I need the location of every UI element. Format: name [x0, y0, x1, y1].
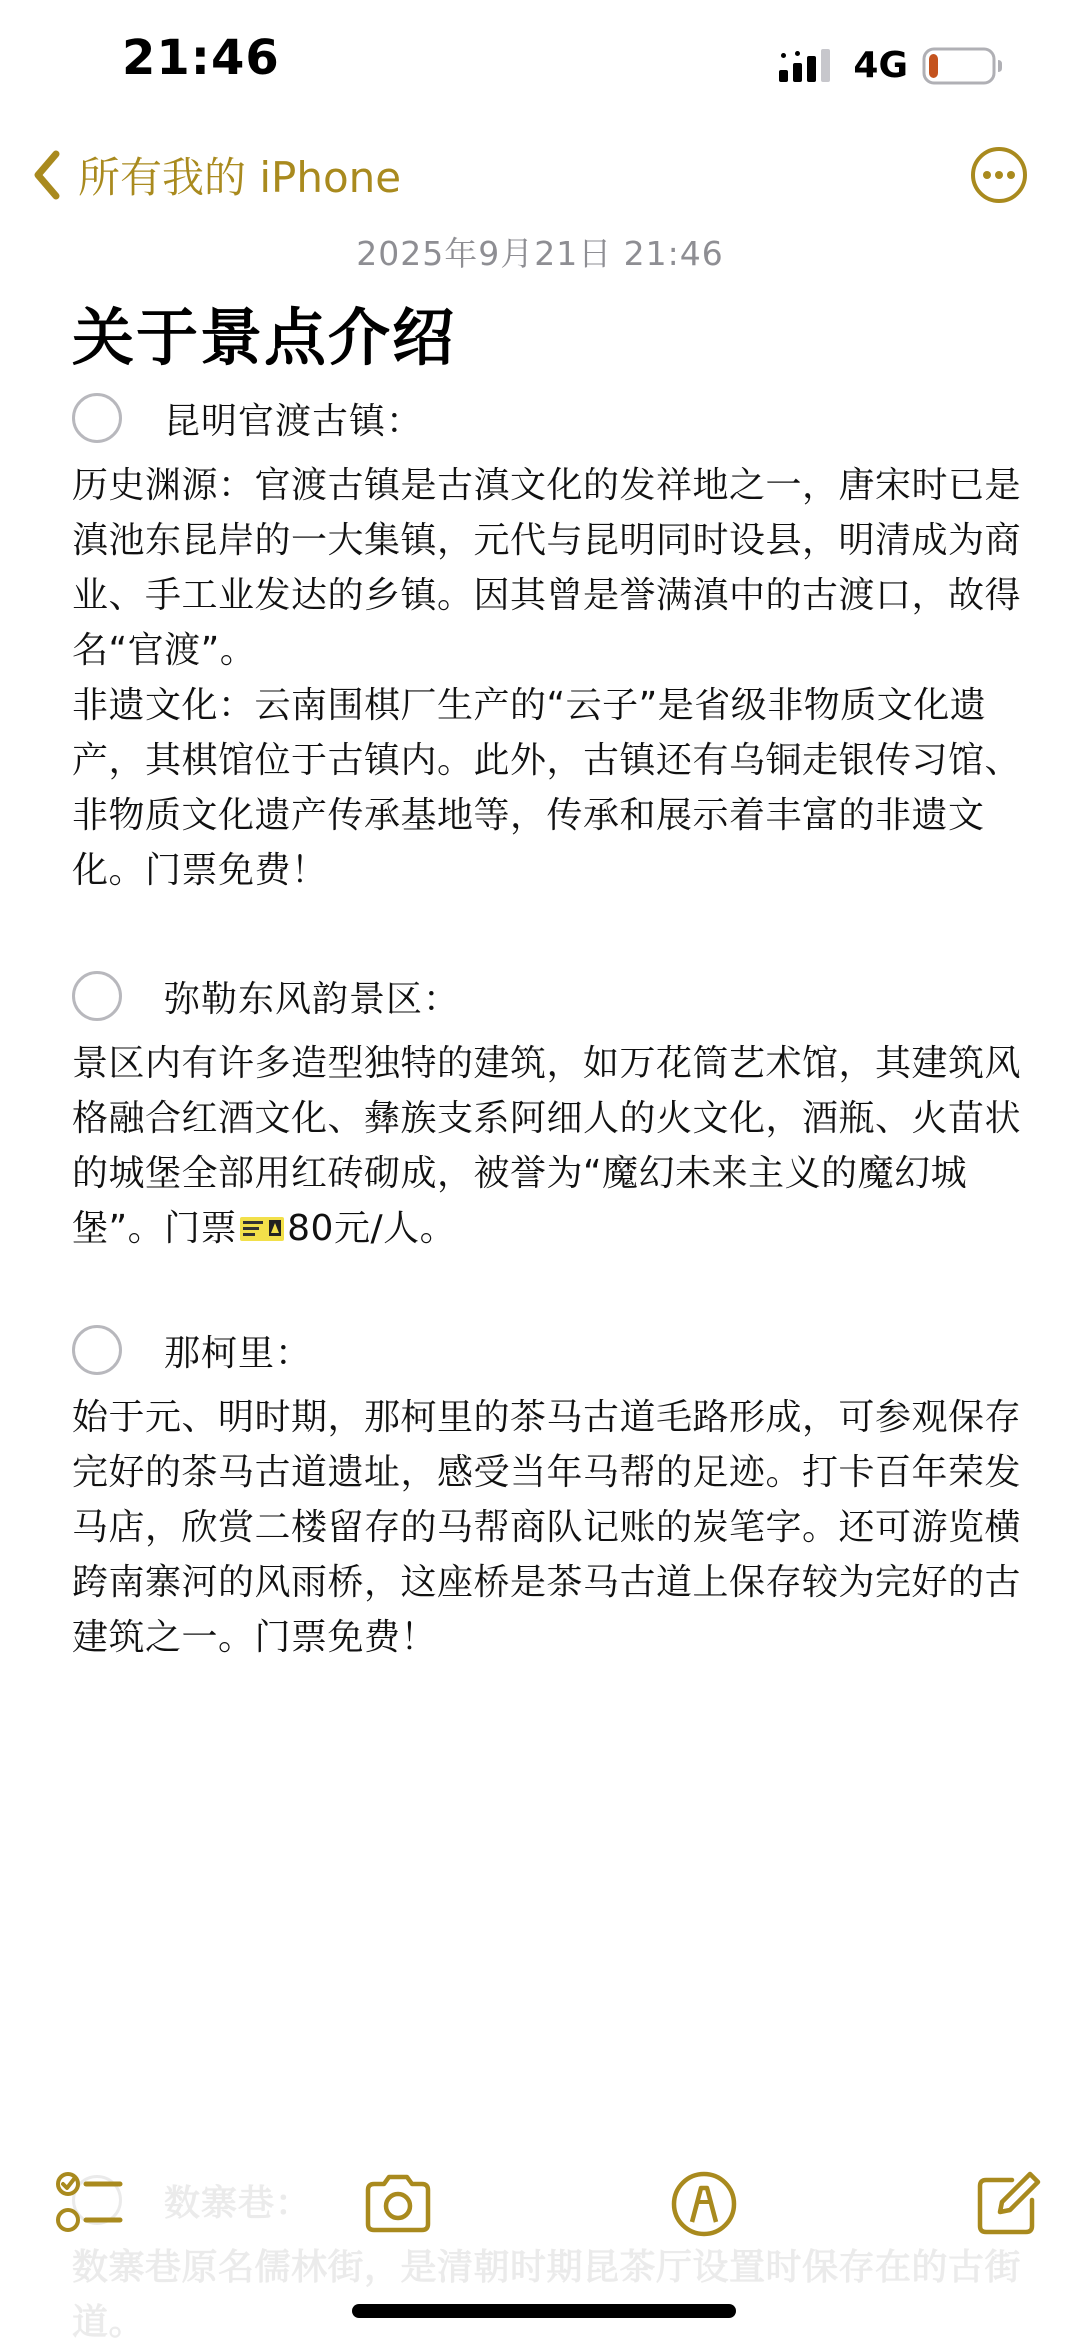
back-button-label: 所有我的 iPhone — [78, 153, 402, 202]
checklist-item — [72, 966, 1032, 1026]
compose-button[interactable] — [972, 2168, 1044, 2240]
ellipsis-circle-icon — [970, 146, 1028, 204]
note-paragraph[interactable]: 数寨巷原名儒林街，是清朝时期昆茶厅设置时保存在的古街道。 — [72, 2247, 1022, 2343]
checklist-item — [72, 2170, 1032, 2230]
network-type: 4G — [853, 45, 908, 86]
checklist-item — [72, 1320, 1032, 1380]
note-date: 2025年9月21日 21:46 — [356, 234, 724, 273]
more-options-button[interactable] — [970, 146, 1028, 204]
checklist-icon — [54, 2168, 126, 2240]
cellular-signal-icon — [777, 48, 839, 84]
note-paragraph[interactable]: 历史渊源：官渡古镇是古滇文化的发祥地之一，唐宋时已是滇池东昆岸的一大集镇，元代与昆明同时设县，明清成为商业、手工业发达的乡镇。因其曾是誉满滇中的古渡口，故得名“官渡”。 非遗文化：云南围棋厂生产的“云子”是省级非物质文化遗产，其棋馆位于古镇内。此外，古镇还有乌铜走银传习馆、非物质文化遗产传承基地等，传承和展示着丰富的非遗文化。门票免费！ — [72, 465, 1022, 891]
checklist-section-2 — [72, 966, 1032, 1256]
checklist-item-label[interactable]: 弥勒东风韵景区： — [164, 978, 461, 1020]
markup-button[interactable] — [668, 2168, 740, 2240]
compose-icon — [972, 2168, 1044, 2240]
checklist-checkbox[interactable] — [72, 393, 122, 443]
camera-button[interactable] — [362, 2168, 434, 2240]
checklist-checkbox[interactable] — [72, 971, 122, 1021]
checklist-item — [72, 388, 1032, 448]
paragraph-text: 景区内有许多造型独特的建筑，如万花筒艺术馆，其建筑风格融合红酒文化、彝族支系阿细人的火文化，酒瓶、火苗状的城堡全部用红砖砌成，被誉为“魔幻未来主义的魔幻城堡”。门票 — [72, 1043, 1022, 1249]
checklist-section-3 — [72, 1320, 1032, 1665]
markup-pen-icon — [668, 2168, 740, 2240]
back-button[interactable] — [30, 144, 401, 206]
checklist-button[interactable] — [54, 2168, 126, 2240]
checklist-item-label[interactable]: 昆明官渡古镇： — [164, 400, 424, 442]
battery-icon — [922, 46, 1004, 86]
checklist-section-4 — [72, 2170, 1032, 2350]
note-paragraph[interactable]: 始于元、明时期，那柯里的茶马古道毛路形成，可参观保存完好的茶马古道遗址，感受当年马帮的足迹。打卡百年荣发马店，欣赏二楼留存的马帮商队记账的炭笔字。还可游览横跨南寨河的风雨桥，这座桥是茶马古道上保存较为完好的古建筑之一。门票免费！ — [72, 1397, 1022, 1658]
note-paragraph[interactable] — [72, 1036, 1032, 1256]
note-title[interactable]: 关于景点介绍 — [72, 301, 457, 374]
status-indicators — [777, 44, 1004, 88]
checklist-section-1 — [72, 388, 1032, 898]
checklist-item-label[interactable]: 那柯里： — [164, 1332, 313, 1374]
status-time: 21:46 — [122, 30, 280, 86]
paragraph-text: 80元/人。 — [287, 1208, 457, 1249]
checklist-checkbox[interactable] — [72, 1325, 122, 1375]
ticket-icon — [239, 1214, 285, 1244]
camera-icon — [362, 2168, 434, 2240]
chevron-left-icon — [30, 148, 64, 202]
checklist-item-label[interactable]: 数寨巷： — [164, 2182, 313, 2224]
home-indicator[interactable] — [352, 2304, 736, 2318]
